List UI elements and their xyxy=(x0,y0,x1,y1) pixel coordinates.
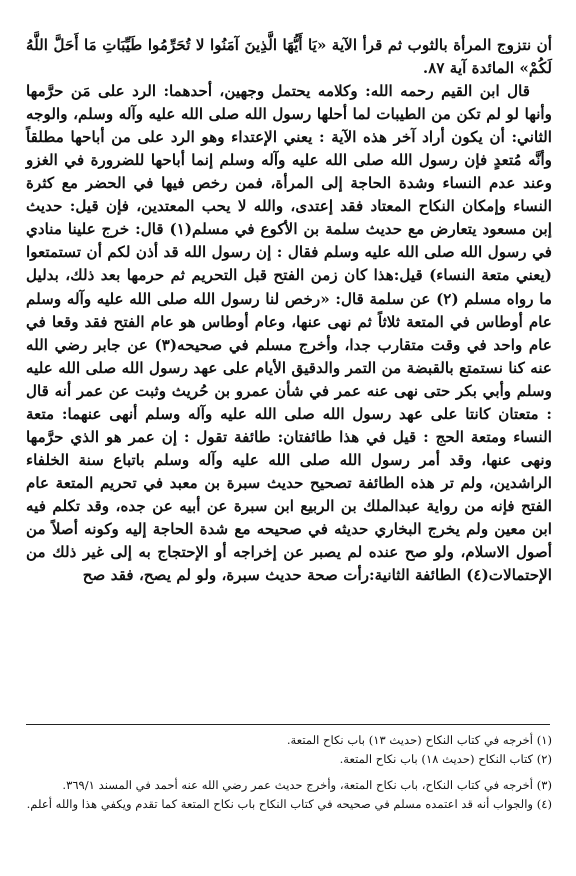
footnote-divider xyxy=(26,724,550,725)
paragraph-ibn-qayyim: قال ابن القيم رحمه الله: وكلامه يحتمل وجهين، أحدهما: الرد على مَن حرَّمها وأنها لو لم تكن من الطيبات لما أحلها رسول الله صلى الله عليه وآله وسلم، والوجه الثاني: أن يكون أراد آخر هذه الآية : يعني الإعتداء وهو الرد على من أباحها مطلقاً وأنَّه مُتعدٍ فإن رسول الله صلى الله عليه وآله وسلم إنما أباحها للضرورة في الغزو وعند عدم النساء وشدة الحاجة إلى المرأة، فمن رخص فيها في الحضر مع كثرة النساء وإمكان النكاح المعتاد فقد إعتدى، والله لا يحب المعتدين، فإن قيل: حديث إبن مسعود يتعارض مع حديث سلمة بن الأكوع في مسلم(١) قال: خرج علينا منادي في رسول الله صلى الله عليه وسلم فقال : إن رسول الله قد أذن لكم أن تستمتعوا (يعني متعة النساء) قيل:هذا كان زمن الفتح قبل التحريم ثم حرمها بعد ذلك، بدليل ما رواه مسلم (٢) عن سلمة قال: «رخص لنا رسول الله صلى الله عليه وآله وسلم عام أوطاس في المتعة ثلاثاً ثم نهى عنها، وعام أوطاس هو عام الفتح فقد وقعا في عام واحد في وقت متقارب جدا، وأخرج مسلم في صحيحه(٣) عن جابر رضي الله عنه كنا نستمتع بالقبضة من التمر والدقيق الأيام على عهد رسول الله صلى الله عليه وسلم وأبي بكر حتى نهى عنه عمر في شأن عمرو بن حُريث وثبت عن عمر أنه قال : متعتان كانتا على عهد رسول الله صلى الله عليه وآله وسلم أنهى عنهما: متعة النساء ومتعة الحج : قيل في هذا طائفتان: طائفة تقول : إن عمر هو الذي حرَّمها ونهى عنها، وقد أمر رسول الله صلى الله عليه وآله وسلم باتباع سنة الخلفاء الراشدين، ولم تر هذه الطائفة تصحيح حديث سبرة بن معبد في تحريم المتعة عام الفتح فإنه من رواية عبدالملك بن الربيع ابن سبرة عن أبيه عن جده، وقد تكلم فيه ابن معين ولم يخرج البخاري حديثه في صحيحه مع شدة الحاجة إليه وكونه أصلاً من أصول الاسلام، ولو صح عنده لم يصبر عن إخراجه أو الإحتجاج به إلى غير ذلك من الإحتمالات(٤) الطائفة الثانية:رأت صحة حديث سبرة، ولو لم يصح، فقد صح xyxy=(26,82,552,585)
footnote-4: (٤) والجواب أنه قد اعتمده مسلم في صحيحه في كتاب النكاح باب نكاح المتعة كما تقدم ويكفي هذا والله أعلم. xyxy=(26,796,552,811)
footnote-3: (٣) أخرجه في كتاب النكاح، باب نكاح المتعة، وأخرج حديث عمر رضي الله عنه أحمد في المسند ٣٦٩/١. xyxy=(62,778,552,792)
footnote-1: (١) أخرجه في كتاب النكاح (حديث ١٣) باب نكاح المتعة. xyxy=(286,733,552,747)
footnotes xyxy=(26,731,552,813)
main-text xyxy=(26,34,552,587)
footnote-2: (٢) كتاب النكاح (حديث ١٨) باب نكاح المتعة. xyxy=(339,751,552,766)
paragraph-quran-verse: أن نتزوج المرأة بالثوب ثم قرأ الآية «يَا أَيُّهَا الَّذِينَ آمَنُوا لا تُحَرِّمُوا طَيِّبَاتِ مَا أَحَلَّ اللَّهُ لَكُمْ» المائدة آية ٨٧. xyxy=(26,36,552,78)
